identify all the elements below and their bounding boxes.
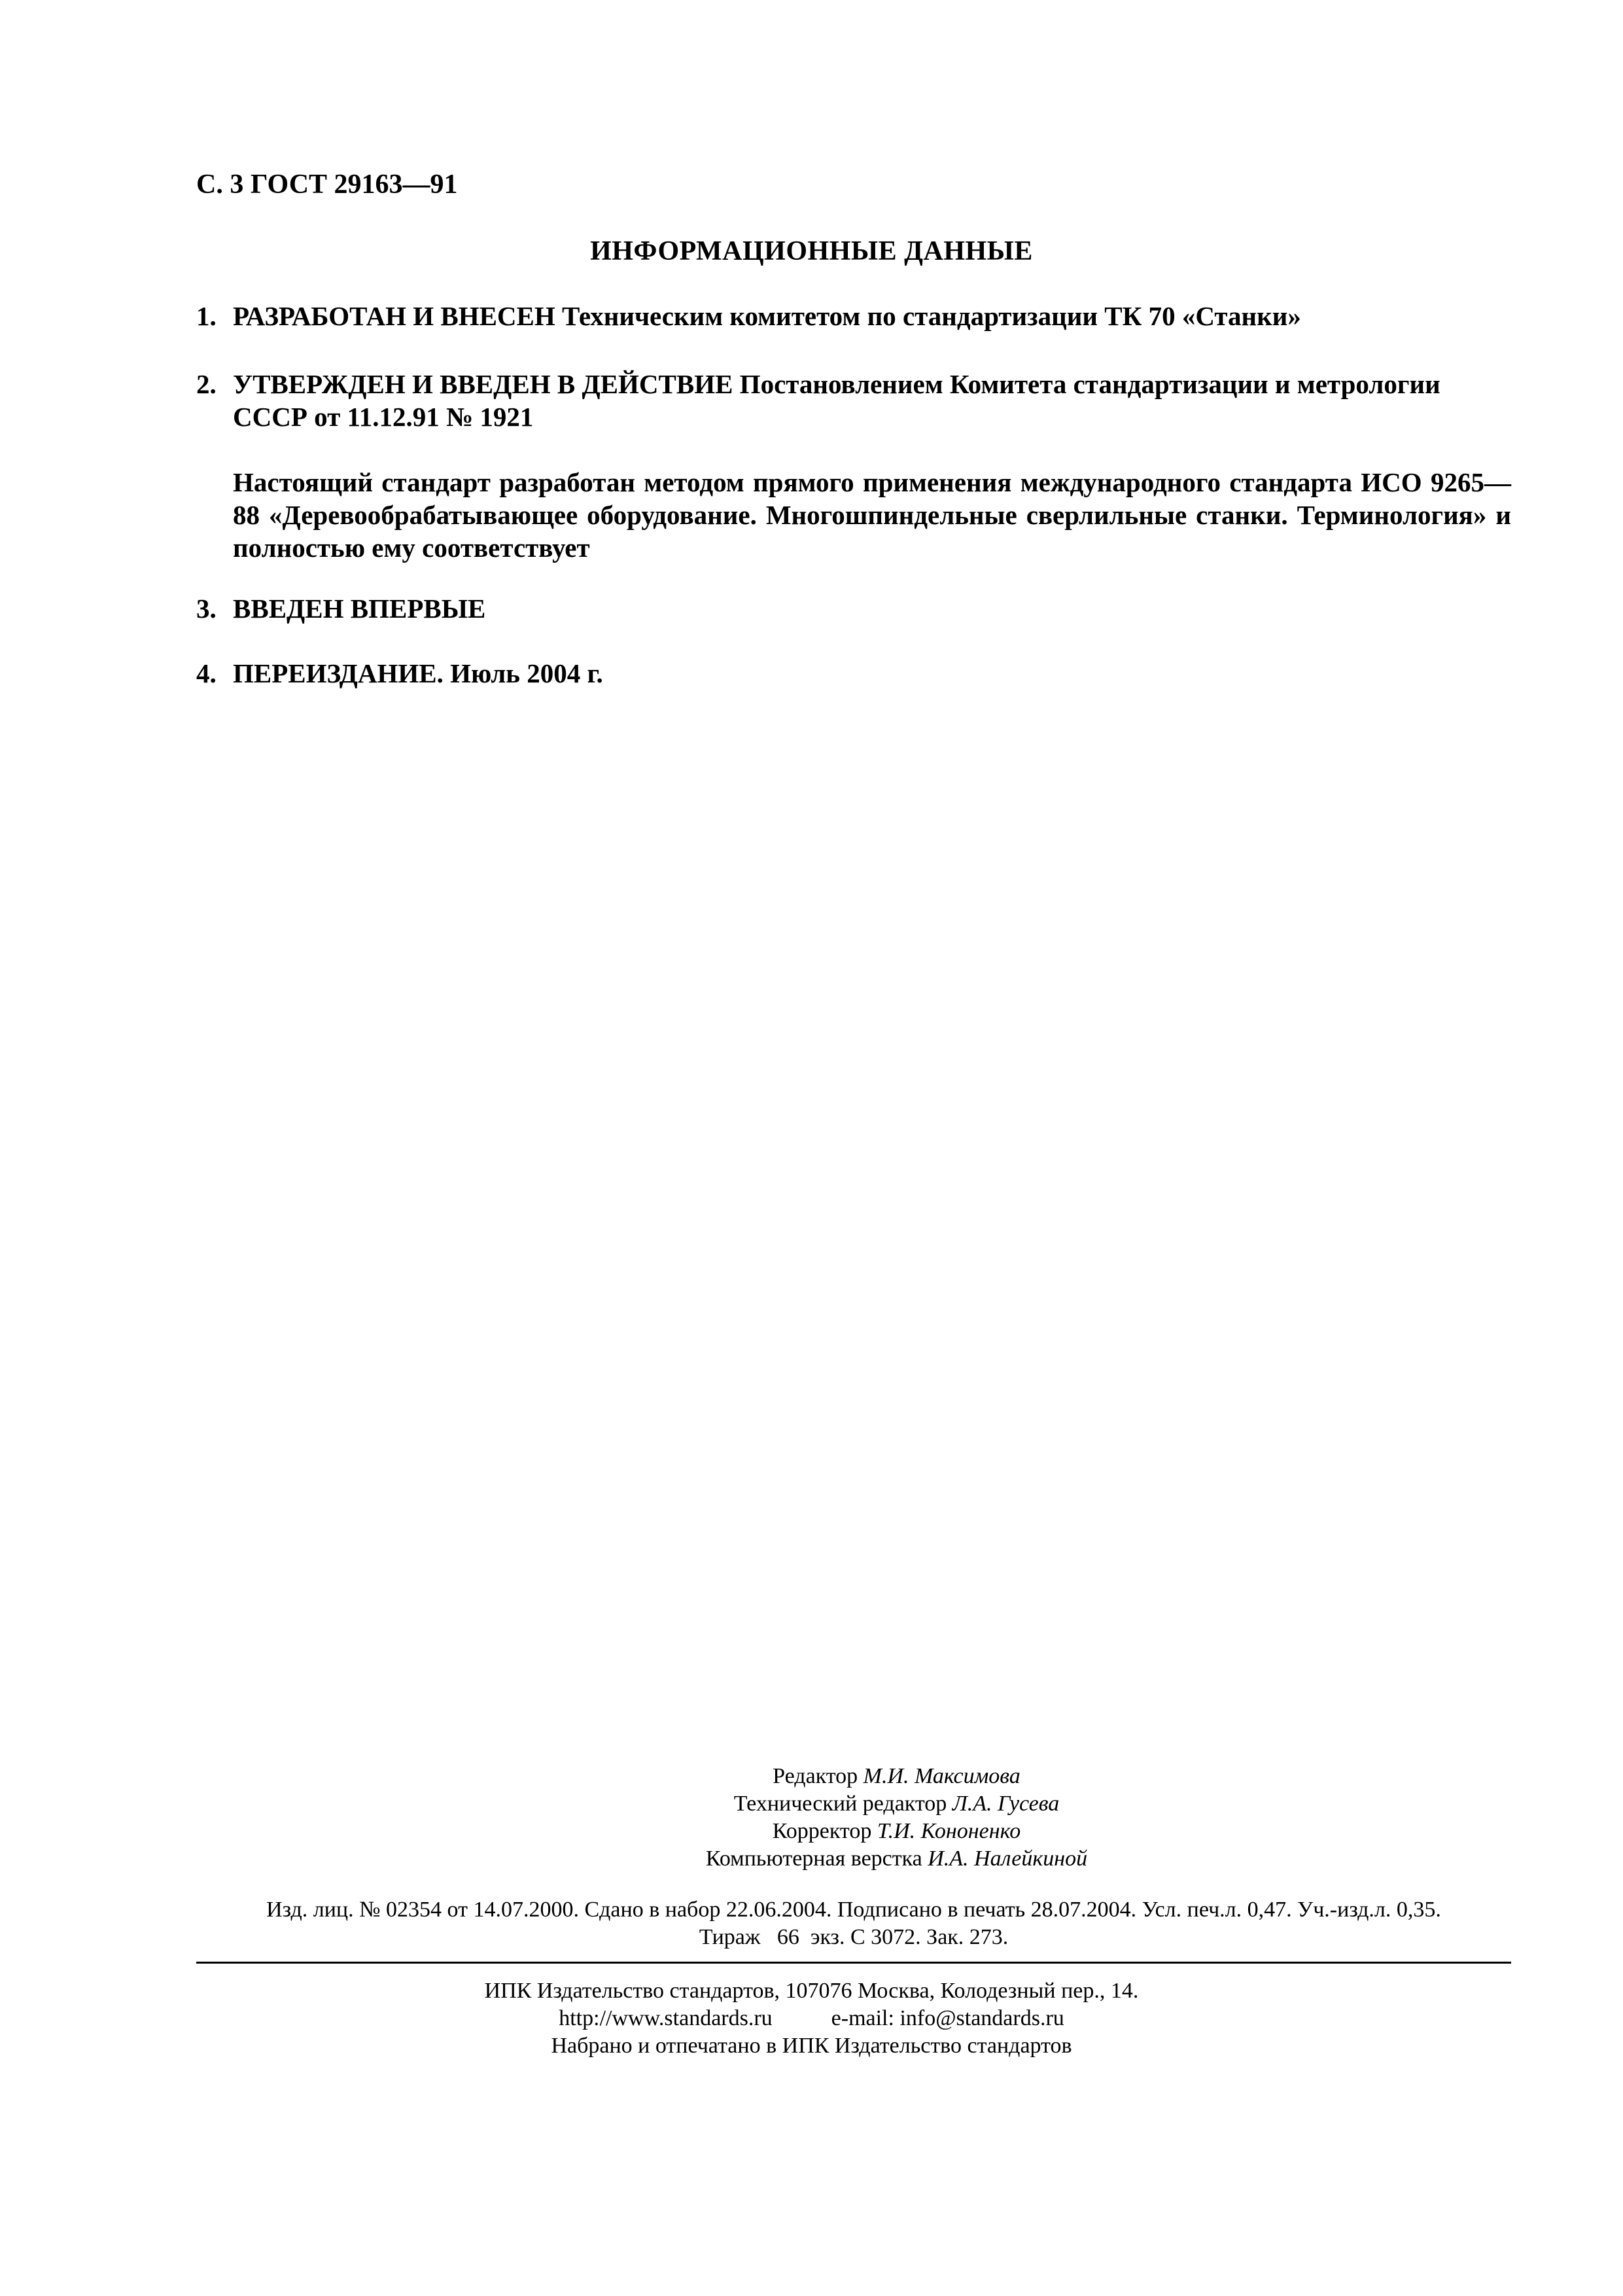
credit-role: Компьютерная верстка — [705, 1846, 922, 1871]
item-text: ВВЕДЕН ВПЕРВЫЕ — [233, 593, 486, 624]
publisher-address: ИПК Издательство стандартов, 107076 Москва, Колодезный пер., 14. — [484, 1979, 1139, 2003]
item-number: 4. — [196, 658, 217, 688]
credit-technical-editor — [170, 1790, 1623, 1818]
credit-layout — [170, 1845, 1623, 1873]
item-number: 1. — [196, 301, 217, 331]
item-number: 2. — [196, 369, 217, 399]
credit-person: Т.И. Кононенко — [877, 1819, 1021, 1843]
item-2-note: Настоящий стандарт разработан методом прямого применения международного стандарта ИСО 9265—88 «Деревообрабатывающее оборудование. Многошпиндельные сверлильные станки. Терминология» и полностью ему соответствует — [233, 467, 1511, 563]
credit-person: М.И. Максимова — [863, 1764, 1021, 1788]
info-item-4 — [196, 657, 1511, 690]
publisher-block — [0, 1977, 1623, 2060]
credit-role: Редактор — [773, 1764, 858, 1788]
imprint-block — [196, 1896, 1511, 1951]
credit-person: И.А. Налейкиной — [928, 1846, 1088, 1871]
credit-role: Корректор — [772, 1819, 872, 1843]
info-item-1 — [196, 300, 1511, 332]
item-text: УТВЕРЖДЕН И ВВЕДЕН В ДЕЙСТВИЕ Постановлением Комитета стандартизации и метрологии СССР от 11.12.91 № 1921 — [233, 369, 1440, 432]
section-title: ИНФОРМАЦИОННЫЕ ДАННЫЕ — [590, 236, 1033, 266]
item-text: ПЕРЕИЗДАНИЕ. Июль 2004 г. — [233, 658, 603, 688]
publisher-website-link[interactable]: http://www.standards.ru — [559, 2006, 773, 2030]
item-number: 3. — [196, 593, 217, 624]
info-item-3 — [196, 592, 1511, 625]
page-header: С. 3 ГОСТ 29163—91 — [196, 169, 458, 200]
publisher-printed-by: Набрано и отпечатано в ИПК Издательство стандартов — [551, 2034, 1072, 2058]
info-item-2 — [196, 368, 1511, 433]
imprint-line-1: Изд. лиц. № 02354 от 14.07.2000. Сдано в набор 22.06.2004. Подписано в печать 28.07.2004. Усл. печ.л. 0,47. Уч.-изд.л. 0,35. — [266, 1898, 1441, 1922]
credit-proofreader — [170, 1818, 1623, 1845]
imprint-line-2: Тираж 66 экз. С 3072. Зак. 273. — [699, 1925, 1009, 1949]
credit-person: Л.А. Гусева — [952, 1792, 1060, 1816]
credit-role: Технический редактор — [733, 1792, 947, 1816]
publisher-contacts — [0, 2005, 1623, 2032]
publisher-email-link[interactable]: e-mail: info@standards.ru — [831, 2006, 1064, 2030]
item-text: РАЗРАБОТАН И ВНЕСЕН Техническим комитетом по стандартизации ТК 70 «Станки» — [233, 301, 1301, 331]
credit-editor — [170, 1763, 1623, 1790]
credits-block — [0, 1763, 1623, 1873]
divider-line — [196, 1962, 1511, 1964]
